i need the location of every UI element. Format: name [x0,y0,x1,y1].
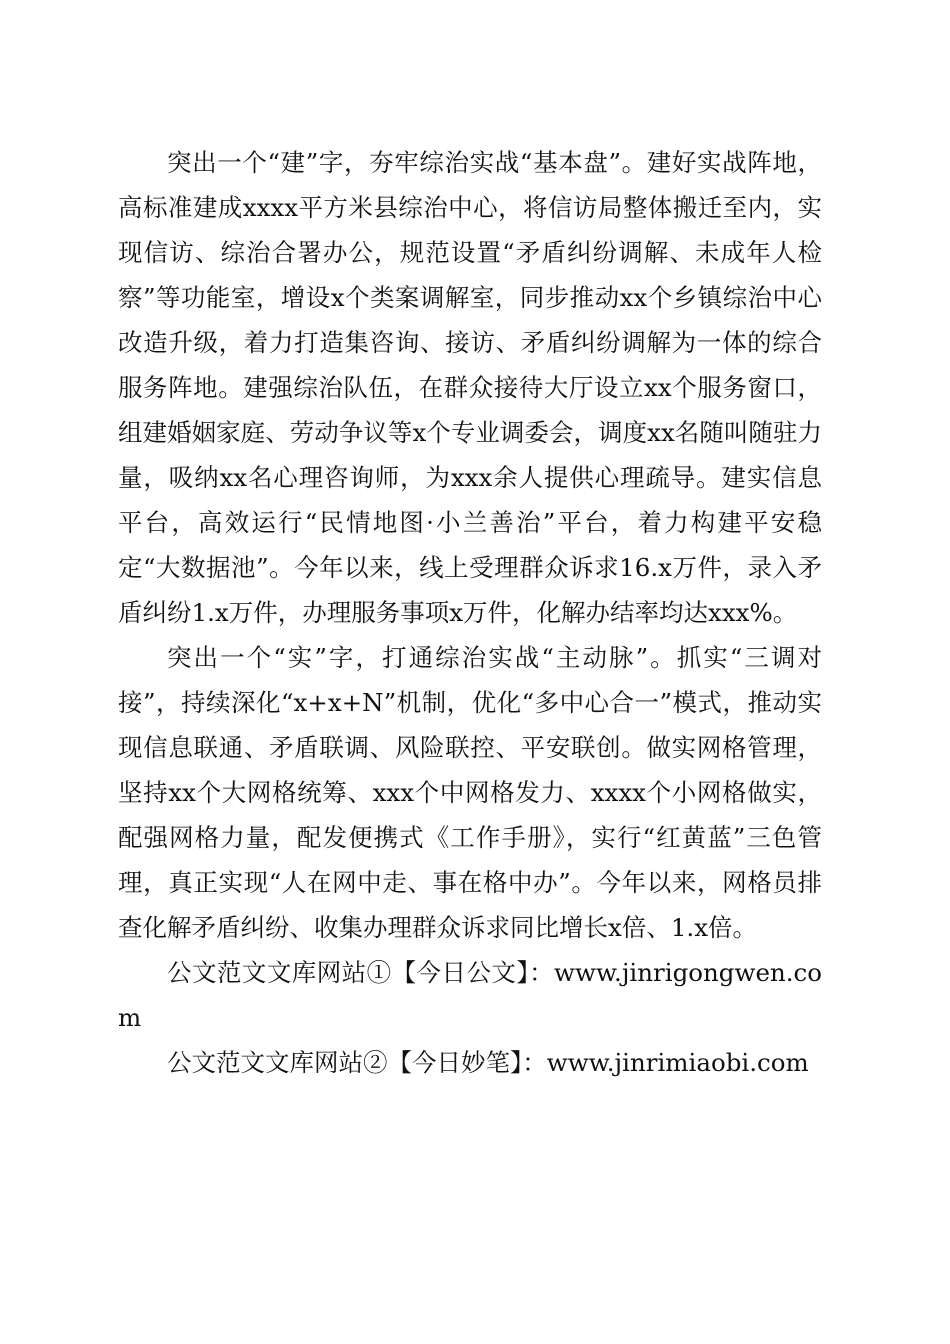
document-body [118,140,822,1085]
paragraph-jian: 突出一个“建”字，夯牢综治实战“基本盘”。建好实战阵地，高标准建成xxxx平方米县综治中心，将信访局整体搬迁至内，实现信访、综治合署办公，规范设置“矛盾纠纷调解、未成年人检察”等功能室，增设x个类案调解室，同步推动xx个乡镇综治中心改造升级，着力打造集咨询、接访、矛盾纠纷调解为一体的综合服务阵地。建强综治队伍，在群众接待大厅设立xx个服务窗口，组建婚姻家庭、劳动争议等x个专业调委会，调度xx名随叫随驻力量，吸纳xx名心理咨询师，为xxx余人提供心理疏导。建实信息平台，高效运行“民情地图·小兰善治”平台，着力构建平安稳定“大数据池”。今年以来，线上受理群众诉求16.x万件，录入矛盾纠纷1.x万件，办理服务事项x万件，化解办结率均达xxx%。 [118,148,822,627]
paragraph-shi: 突出一个“实”字，打通综治实战“主动脉”。抓实“三调对接”，持续深化“x+x+N”机制，优化“多中心合一”模式，推动实现信息联通、矛盾联调、风险联控、平安联创。做实网格管理，坚持xx个大网格统筹、xxx个中网格发力、xxxx个小网格做实，配强网格力量，配发便携式《工作手册》，实行“红黄蓝”三色管理，真正实现“人在网中走、事在格中办”。今年以来，网格员排查化解矛盾纠纷、收集办理群众诉求同比增长x倍、1.x倍。 [118,643,822,942]
website-line-2: 公文范文文库网站②【今日妙笔】：www.jinrimiaobi.com [167,1048,809,1077]
website-line-1: 公文范文文库网站①【今日公文】：www.jinrigongwen.com [118,958,822,1032]
